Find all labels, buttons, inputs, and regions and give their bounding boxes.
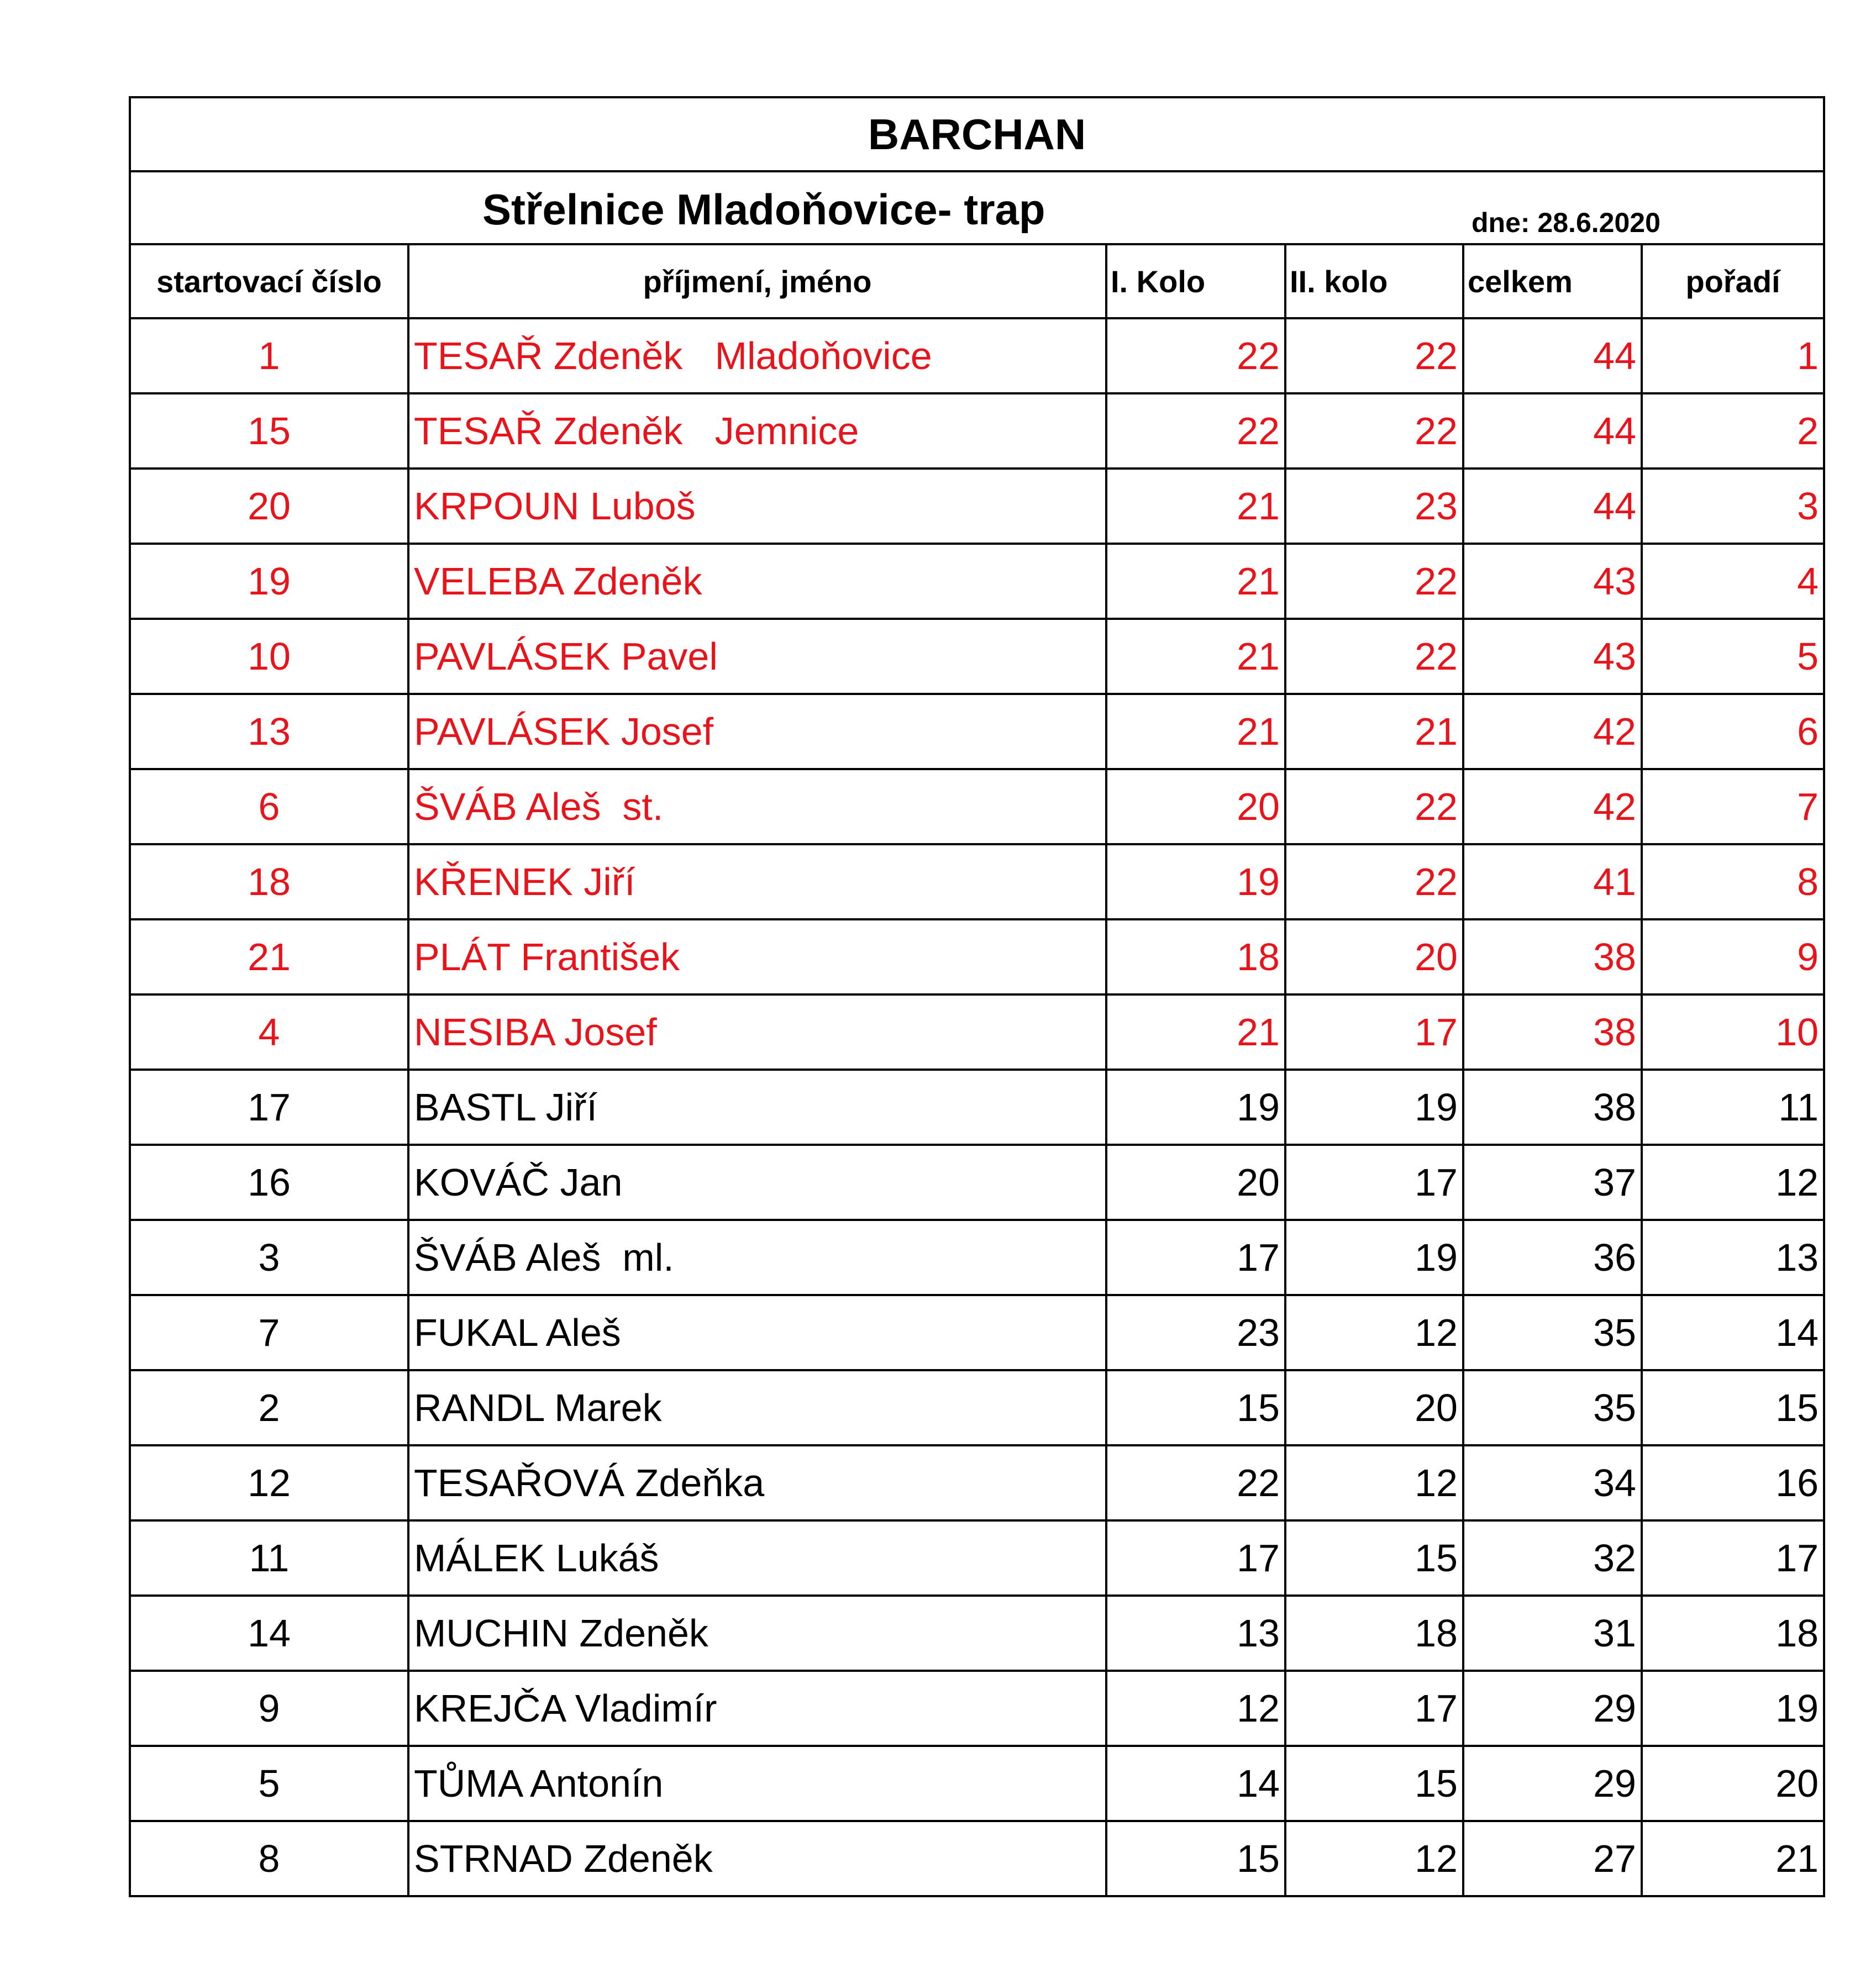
start-number-cell: 15 (130, 393, 408, 469)
title-row (130, 97, 1824, 171)
header-rank: pořadí (1642, 244, 1824, 318)
round-1-score-cell: 17 (1106, 1220, 1285, 1295)
rank-cell: 14 (1642, 1295, 1824, 1370)
start-number-cell: 17 (130, 1070, 408, 1145)
round-1-score-cell: 22 (1106, 1445, 1285, 1520)
round-1-score-cell: 15 (1106, 1370, 1285, 1445)
round-2-score-cell: 17 (1285, 1145, 1463, 1220)
round-2-score-cell: 12 (1285, 1445, 1463, 1520)
total-score-cell: 27 (1463, 1821, 1642, 1896)
round-2-score-cell: 19 (1285, 1220, 1463, 1295)
round-1-score-cell: 13 (1106, 1596, 1285, 1671)
round-2-score-cell: 23 (1285, 469, 1463, 544)
competitor-name-cell: PAVLÁSEK Josef (408, 694, 1106, 769)
total-score-cell: 43 (1463, 544, 1642, 619)
rank-cell: 7 (1642, 769, 1824, 844)
round-2-score-cell: 15 (1285, 1746, 1463, 1821)
round-2-score-cell: 12 (1285, 1821, 1463, 1896)
round-1-score-cell: 20 (1106, 769, 1285, 844)
round-2-score-cell: 12 (1285, 1295, 1463, 1370)
table-row (130, 544, 1824, 619)
round-1-score-cell: 21 (1106, 469, 1285, 544)
competitor-name-cell: FUKAL Aleš (408, 1295, 1106, 1370)
rank-cell: 17 (1642, 1520, 1824, 1596)
results-table (129, 96, 1825, 1897)
start-number-cell: 3 (130, 1220, 408, 1295)
round-1-score-cell: 15 (1106, 1821, 1285, 1896)
rank-cell: 9 (1642, 919, 1824, 994)
round-1-score-cell: 20 (1106, 1145, 1285, 1220)
total-score-cell: 38 (1463, 994, 1642, 1070)
round-1-score-cell: 21 (1106, 694, 1285, 769)
rank-cell: 16 (1642, 1445, 1824, 1520)
round-1-score-cell: 18 (1106, 919, 1285, 994)
round-2-score-cell: 22 (1285, 393, 1463, 469)
venue-title: Střelnice Mladoňovice- trap (482, 185, 1045, 234)
table-row (130, 469, 1824, 544)
start-number-cell: 21 (130, 919, 408, 994)
rank-cell: 1 (1642, 318, 1824, 393)
total-score-cell: 41 (1463, 844, 1642, 919)
round-1-score-cell: 19 (1106, 844, 1285, 919)
start-number-cell: 9 (130, 1671, 408, 1746)
column-header-row (130, 244, 1824, 318)
round-2-score-cell: 22 (1285, 318, 1463, 393)
rank-cell: 20 (1642, 1746, 1824, 1821)
rank-cell: 13 (1642, 1220, 1824, 1295)
competitor-name-cell: ŠVÁB Aleš ml. (408, 1220, 1106, 1295)
rank-cell: 18 (1642, 1596, 1824, 1671)
round-1-score-cell: 23 (1106, 1295, 1285, 1370)
table-row (130, 1671, 1824, 1746)
round-1-score-cell: 21 (1106, 619, 1285, 694)
round-1-score-cell: 12 (1106, 1671, 1285, 1746)
competitor-name-cell: TESAŘ Zdeněk Mladoňovice (408, 318, 1106, 393)
round-1-score-cell: 14 (1106, 1746, 1285, 1821)
competitor-name-cell: BASTL Jiří (408, 1070, 1106, 1145)
start-number-cell: 19 (130, 544, 408, 619)
header-name: příjmení, jméno (408, 244, 1106, 318)
competitor-name-cell: KOVÁČ Jan (408, 1145, 1106, 1220)
total-score-cell: 35 (1463, 1295, 1642, 1370)
rank-cell: 15 (1642, 1370, 1824, 1445)
start-number-cell: 12 (130, 1445, 408, 1520)
table-row (130, 1295, 1824, 1370)
round-1-score-cell: 22 (1106, 393, 1285, 469)
subtitle-cell (130, 171, 1824, 244)
round-2-score-cell: 20 (1285, 1370, 1463, 1445)
table-row (130, 1821, 1824, 1896)
table-row (130, 1145, 1824, 1220)
total-score-cell: 44 (1463, 469, 1642, 544)
start-number-cell: 4 (130, 994, 408, 1070)
start-number-cell: 1 (130, 318, 408, 393)
total-score-cell: 35 (1463, 1370, 1642, 1445)
rank-cell: 12 (1642, 1145, 1824, 1220)
page-title: BARCHAN (130, 97, 1824, 171)
round-2-score-cell: 22 (1285, 844, 1463, 919)
round-2-score-cell: 21 (1285, 694, 1463, 769)
competitor-name-cell: TESAŘOVÁ Zdeňka (408, 1445, 1106, 1520)
total-score-cell: 37 (1463, 1145, 1642, 1220)
competitor-name-cell: TŮMA Antonín (408, 1746, 1106, 1821)
round-2-score-cell: 22 (1285, 544, 1463, 619)
competitor-name-cell: MÁLEK Lukáš (408, 1520, 1106, 1596)
header-start-number: startovací číslo (130, 244, 408, 318)
round-1-score-cell: 19 (1106, 1070, 1285, 1145)
round-1-score-cell: 21 (1106, 544, 1285, 619)
competitor-name-cell: ŠVÁB Aleš st. (408, 769, 1106, 844)
competitor-name-cell: VELEBA Zdeněk (408, 544, 1106, 619)
start-number-cell: 20 (130, 469, 408, 544)
competitor-name-cell: RANDL Marek (408, 1370, 1106, 1445)
event-date: dne: 28.6.2020 (1472, 207, 1660, 238)
round-2-score-cell: 17 (1285, 1671, 1463, 1746)
competitor-name-cell: PLÁT František (408, 919, 1106, 994)
total-score-cell: 36 (1463, 1220, 1642, 1295)
table-row (130, 1370, 1824, 1445)
rank-cell: 3 (1642, 469, 1824, 544)
table-row (130, 769, 1824, 844)
round-2-score-cell: 19 (1285, 1070, 1463, 1145)
rank-cell: 2 (1642, 393, 1824, 469)
start-number-cell: 13 (130, 694, 408, 769)
competitor-name-cell: STRNAD Zdeněk (408, 1821, 1106, 1896)
table-row (130, 994, 1824, 1070)
table-row (130, 694, 1824, 769)
competitor-name-cell: KREJČA Vladimír (408, 1671, 1106, 1746)
competitor-name-cell: MUCHIN Zdeněk (408, 1596, 1106, 1671)
header-round-1: I. Kolo (1106, 244, 1285, 318)
total-score-cell: 42 (1463, 769, 1642, 844)
competitor-name-cell: KRPOUN Luboš (408, 469, 1106, 544)
rank-cell: 8 (1642, 844, 1824, 919)
table-row (130, 1596, 1824, 1671)
round-2-score-cell: 20 (1285, 919, 1463, 994)
round-2-score-cell: 22 (1285, 619, 1463, 694)
start-number-cell: 5 (130, 1746, 408, 1821)
start-number-cell: 16 (130, 1145, 408, 1220)
competitor-name-cell: NESIBA Josef (408, 994, 1106, 1070)
total-score-cell: 31 (1463, 1596, 1642, 1671)
round-2-score-cell: 17 (1285, 994, 1463, 1070)
total-score-cell: 43 (1463, 619, 1642, 694)
total-score-cell: 42 (1463, 694, 1642, 769)
table-row (130, 1070, 1824, 1145)
table-row (130, 844, 1824, 919)
rank-cell: 19 (1642, 1671, 1824, 1746)
round-2-score-cell: 15 (1285, 1520, 1463, 1596)
total-score-cell: 34 (1463, 1445, 1642, 1520)
round-1-score-cell: 21 (1106, 994, 1285, 1070)
total-score-cell: 44 (1463, 318, 1642, 393)
subtitle-row (130, 171, 1824, 244)
start-number-cell: 18 (130, 844, 408, 919)
table-row (130, 393, 1824, 469)
round-2-score-cell: 18 (1285, 1596, 1463, 1671)
rank-cell: 11 (1642, 1070, 1824, 1145)
rank-cell: 5 (1642, 619, 1824, 694)
table-row (130, 619, 1824, 694)
table-row (130, 1520, 1824, 1596)
table-row (130, 919, 1824, 994)
rank-cell: 6 (1642, 694, 1824, 769)
header-round-2: II. kolo (1285, 244, 1463, 318)
rank-cell: 10 (1642, 994, 1824, 1070)
total-score-cell: 29 (1463, 1746, 1642, 1821)
start-number-cell: 14 (130, 1596, 408, 1671)
table-row (130, 318, 1824, 393)
total-score-cell: 38 (1463, 1070, 1642, 1145)
round-1-score-cell: 17 (1106, 1520, 1285, 1596)
total-score-cell: 32 (1463, 1520, 1642, 1596)
start-number-cell: 2 (130, 1370, 408, 1445)
round-1-score-cell: 22 (1106, 318, 1285, 393)
total-score-cell: 29 (1463, 1671, 1642, 1746)
total-score-cell: 44 (1463, 393, 1642, 469)
round-2-score-cell: 22 (1285, 769, 1463, 844)
competitor-name-cell: PAVLÁSEK Pavel (408, 619, 1106, 694)
rank-cell: 4 (1642, 544, 1824, 619)
table-row (130, 1445, 1824, 1520)
competitor-name-cell: KŘENEK Jiří (408, 844, 1106, 919)
start-number-cell: 11 (130, 1520, 408, 1596)
table-row (130, 1746, 1824, 1821)
start-number-cell: 6 (130, 769, 408, 844)
start-number-cell: 8 (130, 1821, 408, 1896)
competitor-name-cell: TESAŘ Zdeněk Jemnice (408, 393, 1106, 469)
total-score-cell: 38 (1463, 919, 1642, 994)
header-total: celkem (1463, 244, 1642, 318)
start-number-cell: 10 (130, 619, 408, 694)
table-row (130, 1220, 1824, 1295)
start-number-cell: 7 (130, 1295, 408, 1370)
rank-cell: 21 (1642, 1821, 1824, 1896)
